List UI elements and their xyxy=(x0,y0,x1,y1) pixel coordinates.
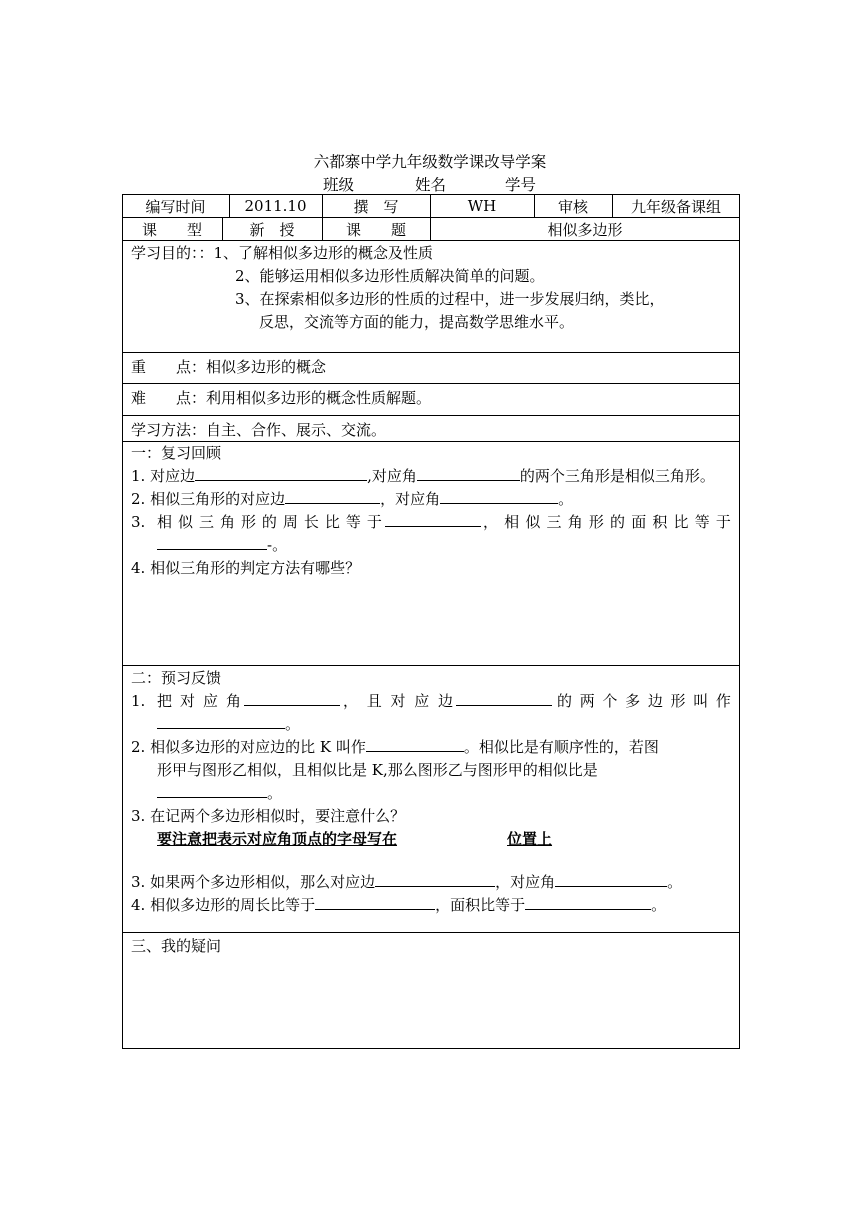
spaced-char: 个 xyxy=(602,692,618,710)
preview-p1-prefix: 1. xyxy=(131,692,146,710)
spaced-char: 两 xyxy=(579,692,595,710)
spaced-char: 形 xyxy=(670,692,686,710)
spaced-char: 三 xyxy=(198,513,214,531)
spaced-char: 形 xyxy=(240,513,256,531)
spaced-char: 多 xyxy=(625,692,641,710)
spaced-char: 比 xyxy=(673,513,689,531)
preview-p1-part1 xyxy=(157,690,241,712)
review-label: 审核 xyxy=(557,197,588,216)
spaced-char: 的 xyxy=(557,692,573,710)
class-label: 班级 xyxy=(323,176,355,194)
name-label: 姓名 xyxy=(415,176,447,194)
preview-p5: 4. 相似多边形的周长比等于 ，面积比等于 。 xyxy=(131,896,667,914)
topic-value: 相似多边形 xyxy=(547,220,623,239)
preview-p1-blank1 xyxy=(244,690,340,712)
spaced-char: 面 xyxy=(631,513,647,531)
type-value: 新 授 xyxy=(249,220,295,239)
spaced-char: ， xyxy=(343,692,359,710)
review-q2: 2. 相似三角形的对应边 ，对应角 。 xyxy=(131,490,574,508)
preview-p1-part2 xyxy=(343,690,453,712)
preview-p2-line3: 。 xyxy=(157,782,282,804)
spaced-char: 作 xyxy=(715,692,731,710)
preview-p3: 3. 在记两个多边形相似时，要注意什么？ xyxy=(131,807,406,825)
goal-item-3-cont: 反思，交流等方面的能力，提高数学思维水平。 xyxy=(259,313,575,331)
review-value: 九年级备课组 xyxy=(630,197,721,216)
preview-p1-blank2 xyxy=(456,690,552,712)
key-point: 重 点：相似多边形的概念 xyxy=(131,358,327,376)
id-label: 学号 xyxy=(505,176,537,194)
spaced-char: ， xyxy=(483,513,499,531)
spaced-char: 应 xyxy=(202,692,218,710)
review-q3-part1 xyxy=(157,511,382,533)
spaced-char: 似 xyxy=(525,513,541,531)
spaced-char: 于 xyxy=(715,513,731,531)
spaced-char: 对 xyxy=(179,692,195,710)
spaced-char: 角 xyxy=(567,513,583,531)
spaced-char: 相 xyxy=(504,513,520,531)
spaced-char: 周 xyxy=(282,513,298,531)
spaced-char: 角 xyxy=(225,692,241,710)
hard-point: 难 点：利用相似多边形的概念性质解题。 xyxy=(131,389,432,407)
time-value: 2011.10 xyxy=(244,197,307,215)
preview-p3-answer: 要注意把表示对应角顶点的字母写在 位置上 xyxy=(157,830,553,848)
spaced-char: 叫 xyxy=(693,692,709,710)
time-label: 编写时间 xyxy=(145,197,206,216)
questions-heading: 三、我的疑问 xyxy=(131,937,222,955)
review-q3-part2 xyxy=(483,511,731,533)
spaced-char: 的 xyxy=(261,513,277,531)
spaced-char: 角 xyxy=(219,513,235,531)
study-method: 学习方法：自主、合作、展示、交流。 xyxy=(131,421,387,439)
review-q4: 4. 相似三角形的判定方法有哪些？ xyxy=(131,559,361,577)
review-q3-blank1 xyxy=(385,511,481,533)
author-value: WH xyxy=(467,197,497,215)
type-label: 课 型 xyxy=(141,220,202,239)
preview-p2: 2. 相似多边形的对应边的比 K 叫作 。相似比是有顺序性的，若图 xyxy=(131,738,659,756)
spaced-char: 长 xyxy=(303,513,319,531)
author-label: 撰 写 xyxy=(353,197,399,216)
spaced-char: 似 xyxy=(177,513,193,531)
spaced-char: 等 xyxy=(345,513,361,531)
spaced-char: 三 xyxy=(546,513,562,531)
spaced-char: 且 xyxy=(366,692,382,710)
goals-label: 学习目的：：1、了解相似多边形的概念及性质 xyxy=(131,244,434,262)
page-title: 六都寨中学九年级数学课改导学案 xyxy=(313,153,547,171)
spaced-char: 的 xyxy=(610,513,626,531)
review-heading: 一：复习回顾 xyxy=(131,444,222,462)
spaced-char: 边 xyxy=(437,692,453,710)
preview-heading: 二：预习反馈 xyxy=(131,669,222,687)
spaced-char: 应 xyxy=(414,692,430,710)
preview-p2-line2: 形甲与图形乙相似，且相似比是 K,那么图形乙与图形甲的相似比是 xyxy=(157,761,598,779)
spaced-char: 比 xyxy=(324,513,340,531)
spaced-char: 积 xyxy=(652,513,668,531)
review-q3-prefix: 3. xyxy=(131,513,146,531)
preview-p4: 3. 如果两个多边形相似，那么对应边 ，对应角 。 xyxy=(131,873,683,891)
spaced-char: 等 xyxy=(694,513,710,531)
spaced-char: 把 xyxy=(157,692,173,710)
review-q3-cont: -。 xyxy=(157,534,287,556)
goal-item-3: 3、在探索相似多边形的性质的过程中，进一步发展归纳，类比， xyxy=(235,290,665,308)
preview-p1-cont: 。 xyxy=(157,713,300,735)
spaced-char: 边 xyxy=(647,692,663,710)
goal-item-2: 2、能够运用相似多边形性质解决简单的问题。 xyxy=(235,267,545,285)
spaced-char: 相 xyxy=(157,513,173,531)
spaced-char: 于 xyxy=(366,513,382,531)
preview-p1-part3 xyxy=(557,690,731,712)
topic-label: 课 题 xyxy=(345,220,406,239)
review-q1: 1. 对应边 ,对应角 的两个三角形是相似三角形。 xyxy=(131,467,715,485)
spaced-char: 形 xyxy=(588,513,604,531)
spaced-char: 对 xyxy=(390,692,406,710)
